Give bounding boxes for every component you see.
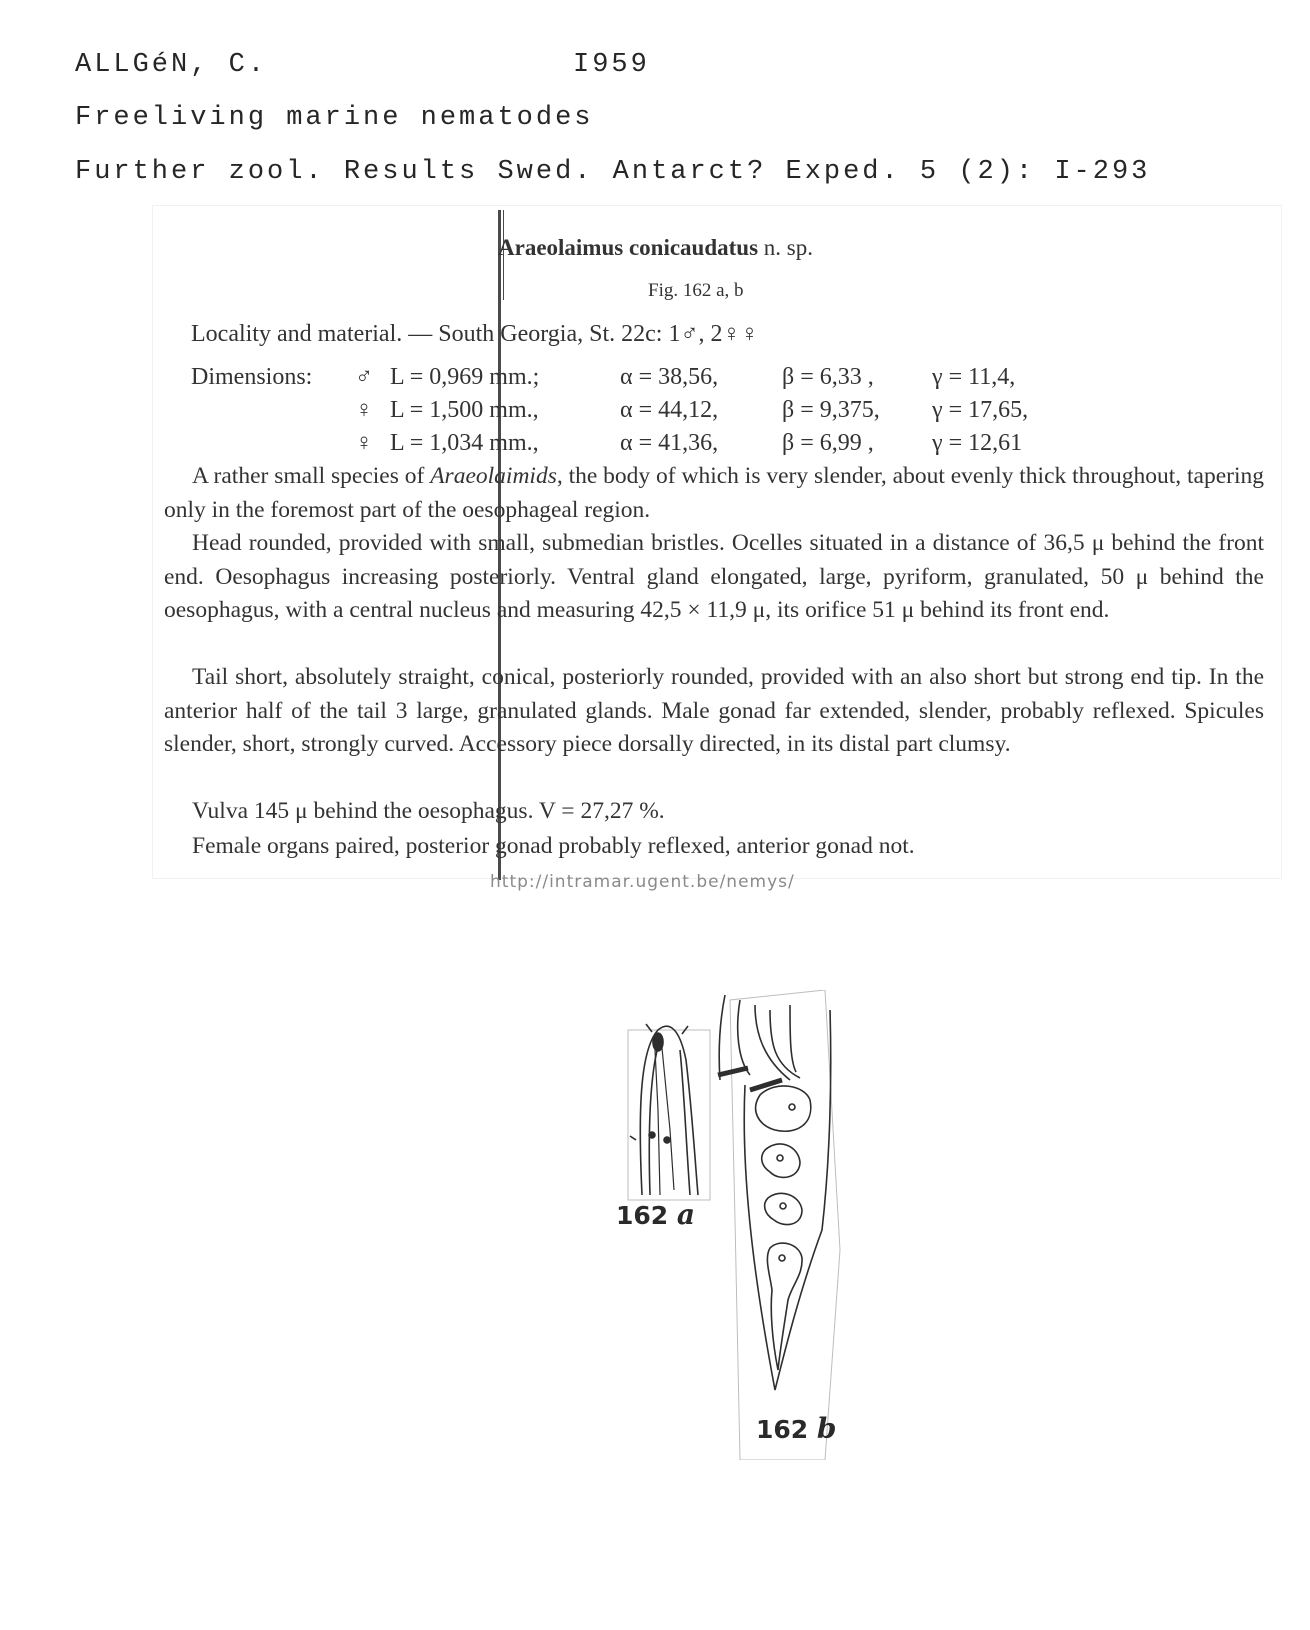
description-paragraph-1 (164, 460, 1264, 527)
figure-reference: Fig. 162 a, b (648, 280, 744, 301)
dim-gamma: γ = 11,4, (932, 364, 1016, 390)
card-reference: Further zool. Results Swed. Antarct? Exped. 5 (2): I-293 (75, 157, 1151, 187)
dim-sex: ♂ (355, 364, 373, 390)
dim-beta: β = 6,33 , (782, 364, 874, 390)
dim-gamma: γ = 17,65, (932, 397, 1029, 423)
description-paragraph-3 (164, 661, 1264, 762)
dim-alpha: α = 44,12, (620, 397, 719, 423)
dim-length: L = 0,969 mm.; (390, 364, 540, 390)
description-paragraph-5 (164, 830, 1264, 864)
p4-text: Vulva 145 μ behind the oesophagus. V = 27,27 %. (192, 798, 665, 824)
locality-label: Locality and material. (191, 321, 403, 347)
dim-beta: β = 9,375, (782, 397, 880, 423)
card-year: I959 (573, 50, 650, 80)
dim-length: L = 1,034 mm., (390, 430, 539, 456)
p1-text-a: A rather small species of (192, 463, 431, 489)
locality-value: South Georgia, St. 22c: 1♂, 2♀♀ (438, 321, 759, 347)
figure-162b-letter: b (816, 1412, 837, 1445)
p1-text-b: , the body of which is very slender, about evenly thick throughout, tapering only in the foremost part of the oesophageal region. (164, 463, 1265, 523)
figure-162a-label (616, 1198, 695, 1231)
figure-162a-letter: a (676, 1198, 696, 1231)
dimensions-label: Dimensions: (191, 364, 313, 390)
card-title: Freeliving marine nematodes (75, 103, 594, 133)
p1-italic: Araeolaimids (430, 463, 557, 489)
p2-text: Head rounded, provided with small, submedian bristles. Ocelles situated in a distance of 36,5 μ behind the front end. Oesophagus increasing posteriorly. Ventral gland elongated, large, pyriform, granulated, 50 μ behind the oesophagus, with a central nucleus and measuring 42,5 × 11,9 μ, its orifice 51 μ behind its front end. (164, 530, 1264, 623)
p5-text: Female organs paired, posterior gonad probably reflexed, anterior gonad not. (192, 833, 915, 859)
description-paragraph-2 (164, 527, 1264, 628)
locality-line (191, 321, 758, 348)
dim-sex: ♀ (355, 430, 373, 456)
figure-162a-number: 162 (616, 1201, 669, 1230)
source-watermark-url: http://intramar.ugent.be/nemys/ (490, 872, 795, 892)
dim-beta: β = 6,99 , (782, 430, 874, 456)
dim-gamma: γ = 12,61 (932, 430, 1023, 456)
figure-162b-number: 162 (756, 1415, 809, 1444)
card-author: ALLGéN, C. (75, 50, 268, 80)
figure-162b-tail-drawing (718, 990, 840, 1460)
species-name: Araeolaimus conicaudatus (498, 235, 759, 260)
dim-alpha: α = 38,56, (620, 364, 719, 390)
locality-dash: — (408, 321, 433, 347)
figure-162b-label (756, 1412, 836, 1445)
dim-length: L = 1,500 mm., (390, 397, 539, 423)
p3-text: Tail short, absolutely straight, conical, posteriorly rounded, provided with an also short but strong end tip. In the anterior half of the tail 3 large, granulated glands. Male gonad far extended, slender, probably reflexed. Spicules slender, short, strongly curved. Accessory piece dorsally directed, in its distal part clumsy. (164, 664, 1264, 757)
figure-panel (600, 990, 900, 1465)
description-paragraph-4 (164, 795, 1264, 829)
species-title (498, 235, 813, 261)
figure-162a-head-drawing (628, 1024, 710, 1200)
dim-alpha: α = 41,36, (620, 430, 719, 456)
dim-sex: ♀ (355, 397, 373, 423)
species-suffix: n. sp. (763, 235, 813, 260)
